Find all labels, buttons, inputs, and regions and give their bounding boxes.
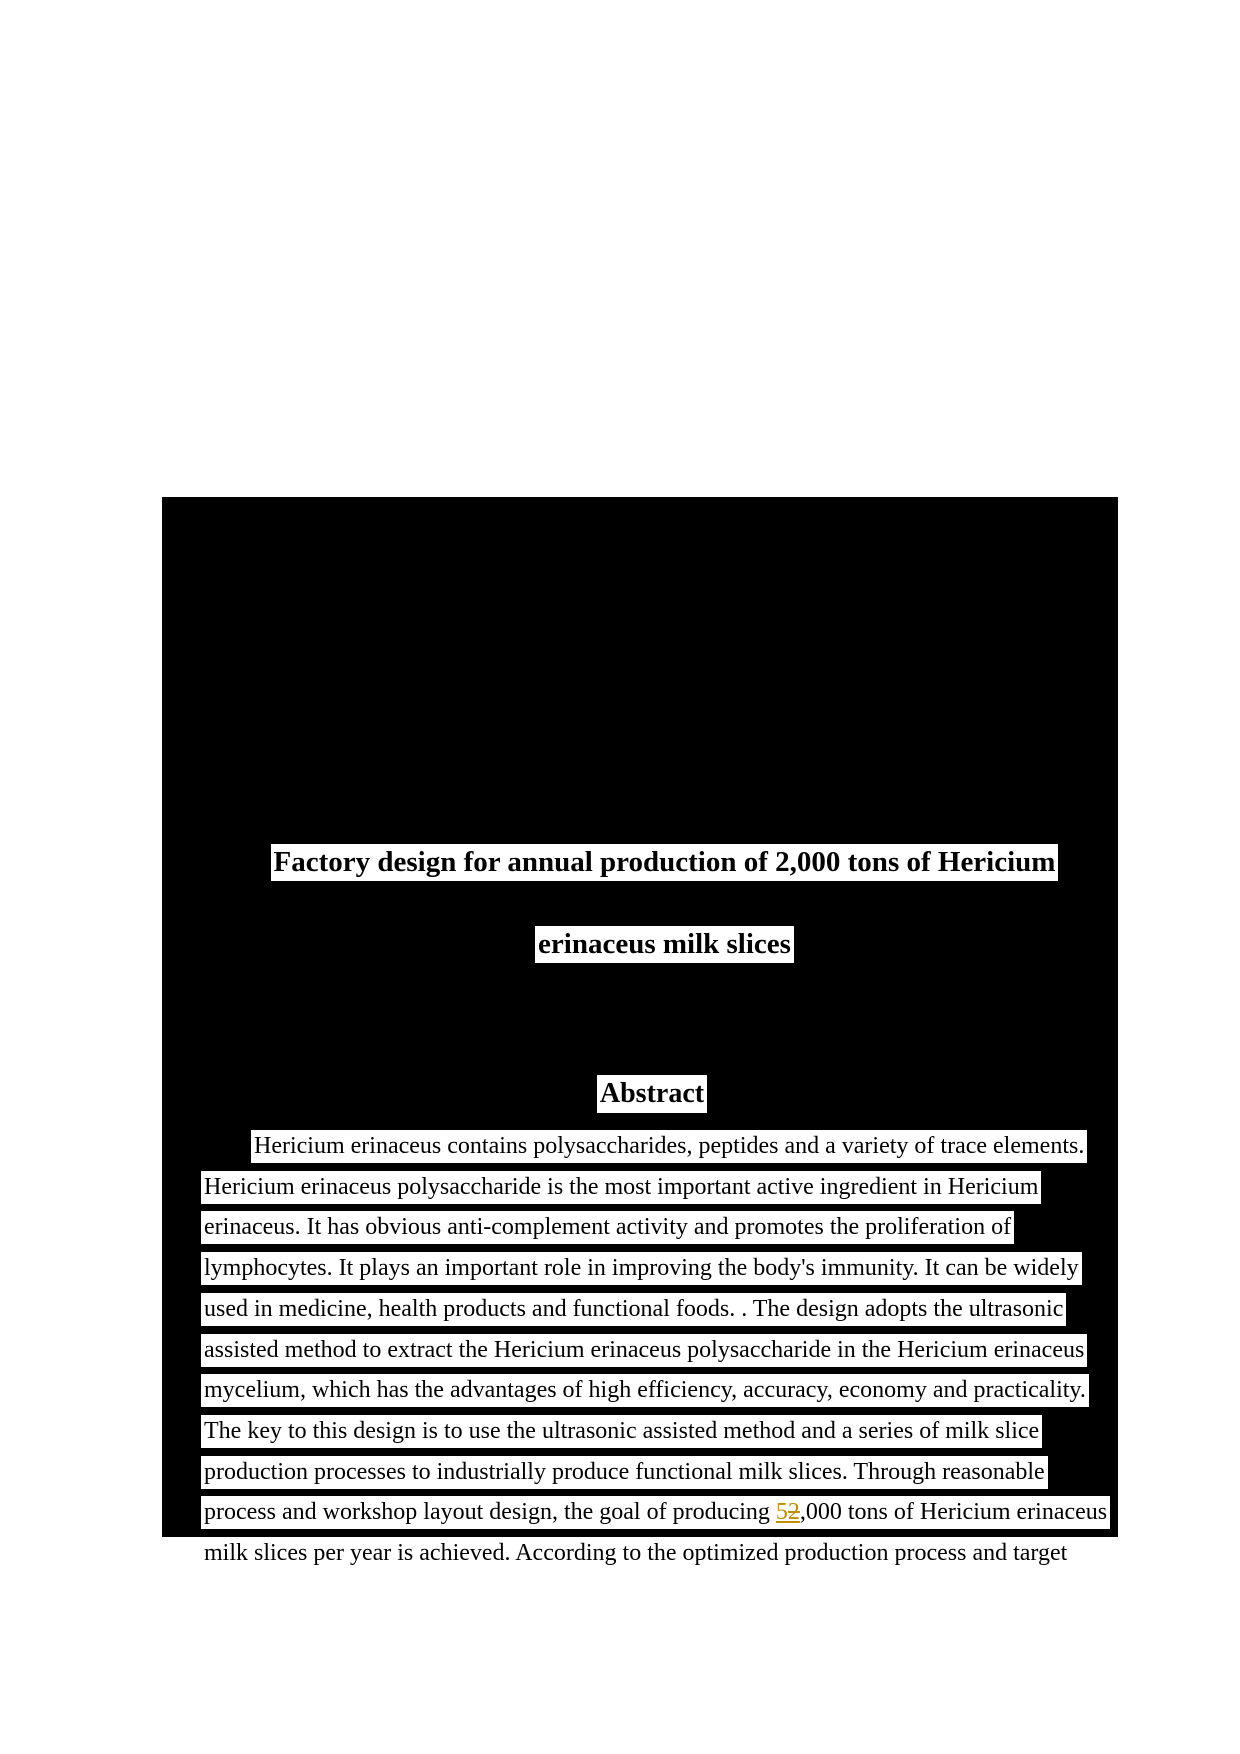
abstract-line-10-before: process and workshop layout design, the goal of producing — [204, 1499, 776, 1525]
abstract-line-10-after: ,000 tons of Hericium erinaceus — [799, 1499, 1108, 1525]
abstract-line-8-text: The key to this design is to use the ultrasonic assisted method and a series of milk slice — [201, 1415, 1042, 1448]
abstract-line-9-text: production processes to industrially produce functional milk slices. Through reasonable — [201, 1456, 1048, 1489]
abstract-line-7-text: mycelium, which has the advantages of high efficiency, accuracy, economy and practicality. — [201, 1374, 1089, 1407]
abstract-line-11 — [177, 1504, 1070, 1603]
title-line-2 — [60, 889, 1240, 1000]
abstract-line-6-text: assisted method to extract the Hericium erinaceus polysaccharide in the Hericium erinaceus — [201, 1334, 1087, 1367]
abstract-line-11-text: milk slices per year is achieved. According to the optimized production process and target — [201, 1537, 1070, 1570]
title-line-1-text: Factory design for annual production of 2,000 tons of Hericium — [271, 844, 1059, 881]
abstract-line-4-text: lymphocytes. It plays an important role in improving the body's immunity. It can be widely — [201, 1252, 1082, 1285]
abstract-line-3-text: erinaceus. It has obvious anti-complement activity and promotes the proliferation of — [201, 1211, 1014, 1244]
abstract-line-5-text: used in medicine, health products and functional foods. . The design adopts the ultrasonic — [201, 1293, 1066, 1326]
tracked-change-inserted-text: 5 — [775, 1499, 788, 1525]
tracked-change-deleted-text: 2 — [787, 1499, 800, 1525]
abstract-line-2-text: Hericium erinaceus polysaccharide is the most important active ingredient in Hericium — [201, 1171, 1041, 1204]
abstract-heading-text: Abstract — [597, 1075, 707, 1113]
abstract-line-1-text: Hericium erinaceus contains polysaccharides, peptides and a variety of trace elements. — [251, 1130, 1087, 1163]
title-line-2-text: erinaceus milk slices — [535, 926, 794, 963]
